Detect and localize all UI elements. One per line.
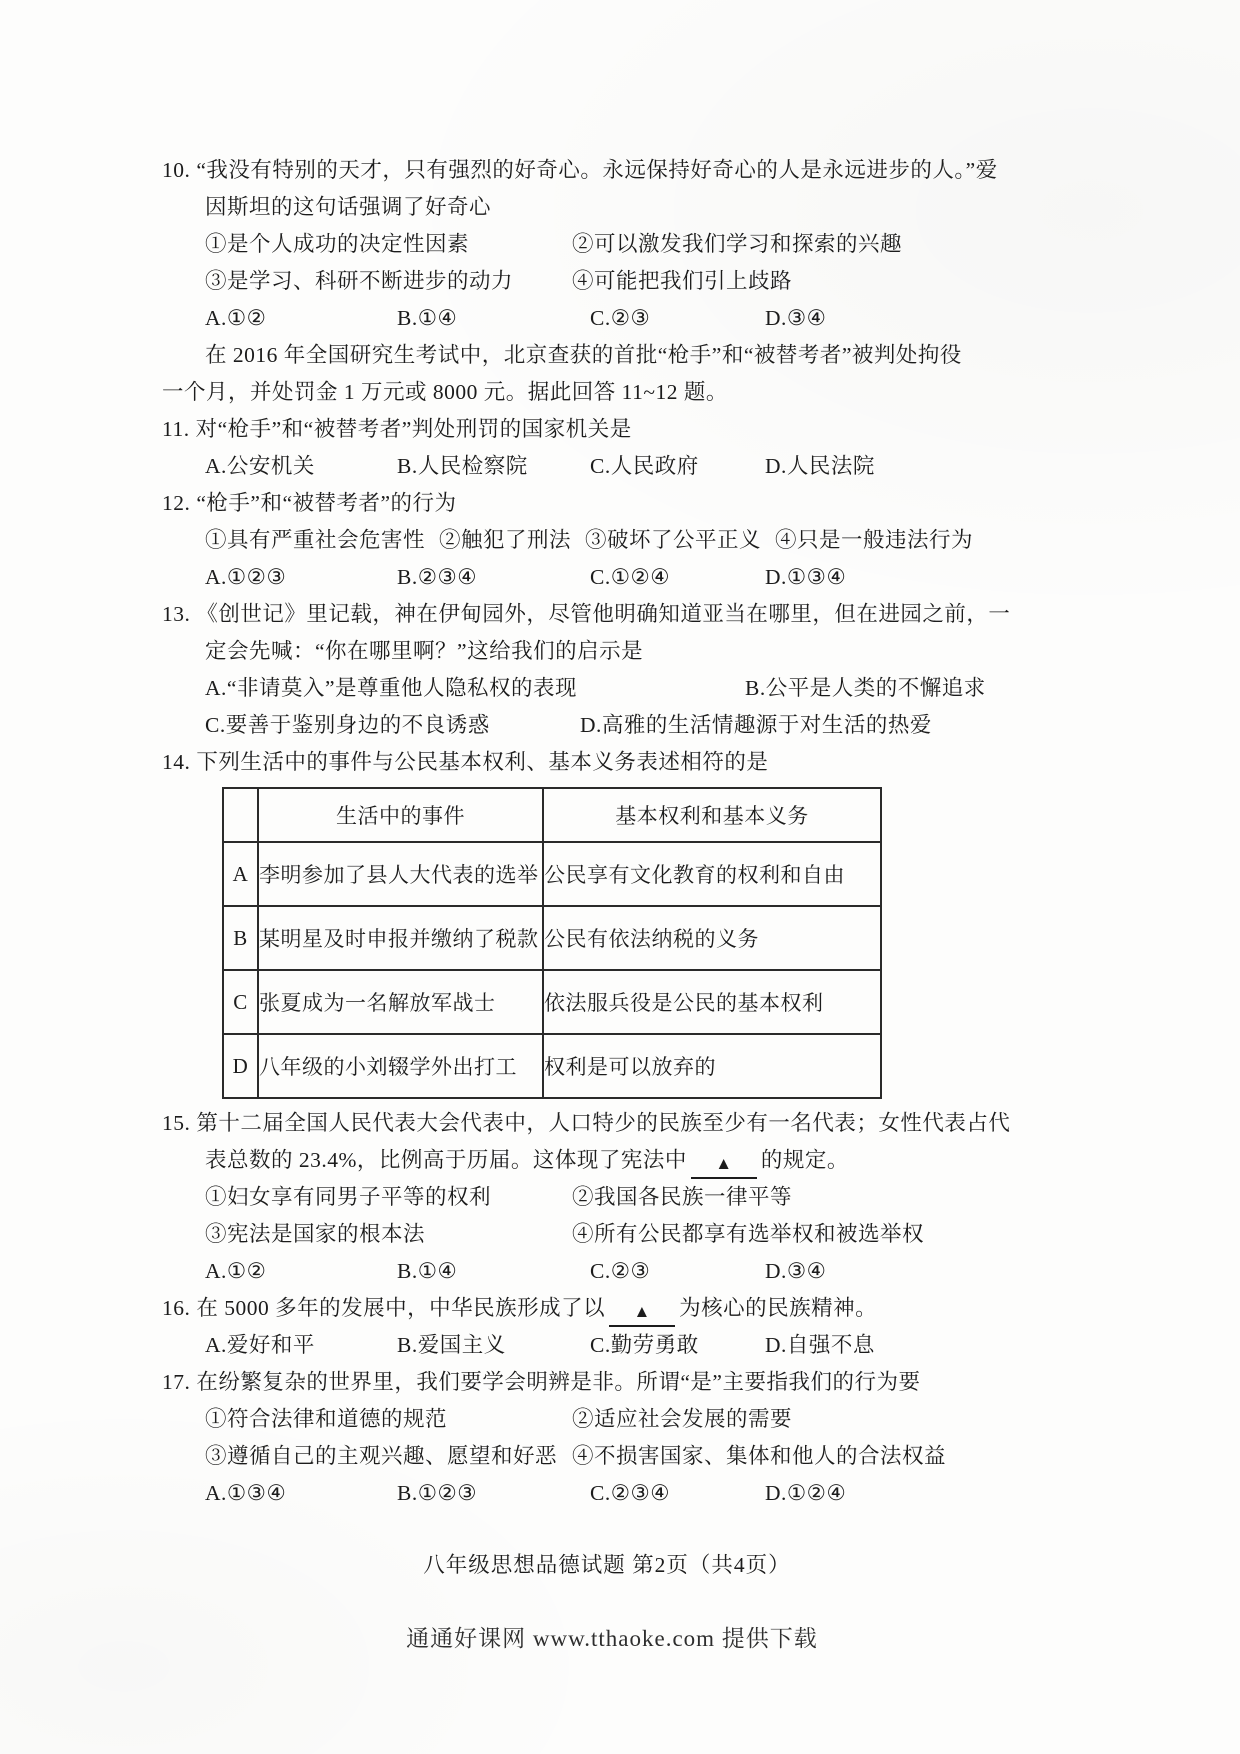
q11-option-a: A.公安机关	[205, 454, 315, 478]
q14-row-a-label: A	[223, 842, 258, 906]
question-10	[162, 152, 1022, 337]
q14-table	[222, 787, 882, 1099]
q12-option-a: A.①②③	[205, 565, 287, 589]
q12-item-3: ③破坏了公平正义	[585, 528, 762, 552]
q12-option-c: C.①②④	[590, 565, 671, 589]
q14-row-a-event: 李明参加了县人大代表的选举	[258, 842, 543, 906]
q14-table-header-events: 生活中的事件	[258, 788, 543, 842]
q15-option-a: A.①②	[205, 1259, 267, 1283]
q17-options	[162, 1475, 1022, 1512]
q10-item-4: ④可能把我们引上歧路	[572, 269, 793, 293]
q14-stem-text: 下列生活中的事件与公民基本权利、基本义务表述相符的是	[196, 750, 769, 774]
question-17	[162, 1364, 1022, 1512]
q15-items-row2	[162, 1216, 1022, 1253]
q15-stem-text2-pre: 表总数的 23.4%，比例高于历届。这体现了宪法中	[205, 1148, 687, 1172]
q10-option-c: C.②③	[590, 306, 651, 330]
q15-item-4: ④所有公民都享有选举权和被选举权	[572, 1222, 925, 1246]
q12-option-b: B.②③④	[397, 565, 478, 589]
q11-number: 11.	[162, 417, 190, 441]
q14-number: 14.	[162, 750, 191, 774]
q14-row-d-event: 八年级的小刘辍学外出打工	[258, 1034, 543, 1098]
q15-items-row1	[162, 1179, 1022, 1216]
q14-table-header-rights: 基本权利和基本义务	[543, 788, 881, 842]
q16-options	[162, 1327, 1022, 1364]
q16-blank-triangle: ▲	[609, 1297, 675, 1327]
q12-stem-text: “枪手”和“被替考者”的行为	[196, 491, 457, 515]
q12-number: 12.	[162, 491, 191, 515]
q17-item-3: ③遵循自己的主观兴趣、愿望和好恶	[205, 1444, 558, 1468]
q14-row-b-event: 某明星及时申报并缴纳了税款	[258, 906, 543, 970]
q12-item-4: ④只是一般违法行为	[775, 528, 974, 552]
q17-option-c: C.②③④	[590, 1481, 671, 1505]
q17-option-a: A.①③④	[205, 1481, 287, 1505]
q15-option-d: D.③④	[765, 1259, 827, 1283]
q15-stem-line2	[162, 1142, 1022, 1179]
q11-option-c: C.人民政府	[590, 454, 699, 478]
q12-options	[162, 559, 1022, 596]
q10-items-row2	[162, 263, 1022, 300]
q14-table-corner-cell	[223, 788, 258, 842]
q14-row-b-right: 公民有依法纳税的义务	[543, 906, 881, 970]
q13-stem-text1: 《创世记》里记载，神在伊甸园外，尽管他明确知道亚当在哪里，但在进园之前，一	[196, 602, 1011, 626]
q15-blank-triangle: ▲	[691, 1149, 757, 1179]
q12-items-row	[162, 522, 1022, 559]
q13-stem-line1	[162, 596, 1022, 633]
q16-option-b: B.爱国主义	[397, 1333, 506, 1357]
q10-option-b: B.①④	[397, 306, 458, 330]
q16-option-d: D.自强不息	[765, 1333, 875, 1357]
q13-option-b: B.公平是人类的不懈追求	[745, 676, 986, 700]
q10-stem-line2: 因斯坦的这句话强调了好奇心	[205, 195, 492, 219]
q10-stem-text1: “我没有特别的天才，只有强烈的好奇心。永远保持好奇心的人是永远进步的人。”爱	[196, 158, 998, 182]
q16-stem-pre: 在 5000 多年的发展中，中华民族形成了以	[196, 1296, 606, 1320]
q15-stem-text1: 第十二届全国人民代表大会代表中，人口特少的民族至少有一名代表；女性代表占代	[196, 1111, 1011, 1135]
q15-option-c: C.②③	[590, 1259, 651, 1283]
q10-item-2: ②可以激发我们学习和探索的兴趣	[572, 232, 903, 256]
question-13	[162, 596, 1022, 744]
exam-content	[162, 152, 1022, 1512]
page-footer: 八年级思想品德试题 第2页（共4页）	[423, 1553, 791, 1577]
q17-item-4: ④不损害国家、集体和他人的合法权益	[572, 1444, 947, 1468]
q15-item-1: ①妇女享有同男子平等的权利	[205, 1185, 492, 1209]
q15-options	[162, 1253, 1022, 1290]
q14-row-a-right: 公民享有文化教育的权利和自由	[543, 842, 881, 906]
q15-option-b: B.①④	[397, 1259, 458, 1283]
q14-row-d-label: D	[223, 1034, 258, 1098]
q16-stem-post: 为核心的民族精神。	[679, 1296, 878, 1320]
q13-options-row2	[162, 707, 1022, 744]
q12-option-d: D.①③④	[765, 565, 847, 589]
passage-11-12	[162, 337, 1022, 411]
q13-option-a: A.“非请莫入”是尊重他人隐私权的表现	[205, 676, 577, 700]
question-16	[162, 1290, 1022, 1364]
q14-table-row-d	[223, 1034, 881, 1098]
q13-option-c: C.要善于鉴别身边的不良诱惑	[205, 713, 490, 737]
q11-option-d: D.人民法院	[765, 454, 875, 478]
q16-stem-line	[162, 1290, 1022, 1327]
passage-line2: 一个月，并处罚金 1 万元或 8000 元。据此回答 11~12 题。	[162, 380, 728, 404]
q13-option-d: D.高雅的生活情趣源于对生活的热爱	[580, 713, 932, 737]
q14-row-d-right: 权利是可以放弃的	[543, 1034, 881, 1098]
q16-option-a: A.爱好和平	[205, 1333, 315, 1357]
q13-options-row1	[162, 670, 1022, 707]
q15-item-2: ②我国各民族一律平等	[572, 1185, 793, 1209]
q11-stem-text: 对“枪手”和“被替考者”判处刑罚的国家机关是	[195, 417, 632, 441]
passage-line1: 在 2016 年全国研究生考试中，北京查获的首批“枪手”和“被替考者”被判处拘役	[205, 343, 962, 367]
q16-number: 16.	[162, 1296, 191, 1320]
q10-options	[162, 300, 1022, 337]
q11-stem-line	[162, 411, 1022, 448]
q10-option-a: A.①②	[205, 306, 267, 330]
question-11	[162, 411, 1022, 485]
q14-row-c-label: C	[223, 970, 258, 1034]
q17-items-row1	[162, 1401, 1022, 1438]
q14-table-row-c	[223, 970, 881, 1034]
q10-items-row1	[162, 226, 1022, 263]
question-14	[162, 744, 1022, 1099]
q17-items-row2	[162, 1438, 1022, 1475]
q14-row-b-label: B	[223, 906, 258, 970]
q17-item-1: ①符合法律和道德的规范	[205, 1407, 448, 1431]
q16-option-c: C.勤劳勇敢	[590, 1333, 699, 1357]
q14-stem-line	[162, 744, 1022, 781]
q14-row-c-event: 张夏成为一名解放军战士	[258, 970, 543, 1034]
q12-item-2: ②触犯了刑法	[439, 528, 572, 552]
q13-stem-line2: 定会先喊：“你在哪里啊？”这给我们的启示是	[205, 639, 644, 663]
q10-item-3: ③是学习、科研不断进步的动力	[205, 269, 514, 293]
q10-option-d: D.③④	[765, 306, 827, 330]
q15-stem-text2-post: 的规定。	[760, 1148, 849, 1172]
q17-option-d: D.①②④	[765, 1481, 847, 1505]
q11-options	[162, 448, 1022, 485]
q17-number: 17.	[162, 1370, 191, 1394]
q17-option-b: B.①②③	[397, 1481, 478, 1505]
q12-stem-line	[162, 485, 1022, 522]
q12-item-1: ①具有严重社会危害性	[205, 528, 426, 552]
q10-stem-line1	[162, 152, 1022, 189]
q11-option-b: B.人民检察院	[397, 454, 528, 478]
q10-item-1: ①是个人成功的决定性因素	[205, 232, 470, 256]
q10-number: 10.	[162, 158, 191, 182]
q17-stem-line	[162, 1364, 1022, 1401]
question-12	[162, 485, 1022, 596]
q15-stem-line1	[162, 1105, 1022, 1142]
q14-table-header-row	[223, 788, 881, 842]
q15-number: 15.	[162, 1111, 191, 1135]
q13-number: 13.	[162, 602, 191, 626]
question-15	[162, 1105, 1022, 1290]
q14-row-c-right: 依法服兵役是公民的基本权利	[543, 970, 881, 1034]
q14-table-row-b	[223, 906, 881, 970]
site-watermark: 通通好课网 www.tthaoke.com 提供下载	[406, 1626, 818, 1651]
q17-item-2: ②适应社会发展的需要	[572, 1407, 793, 1431]
q15-item-3: ③宪法是国家的根本法	[205, 1222, 426, 1246]
q14-table-row-a	[223, 842, 881, 906]
q17-stem-text: 在纷繁复杂的世界里，我们要学会明辨是非。所谓“是”主要指我们的行为要	[196, 1370, 921, 1394]
